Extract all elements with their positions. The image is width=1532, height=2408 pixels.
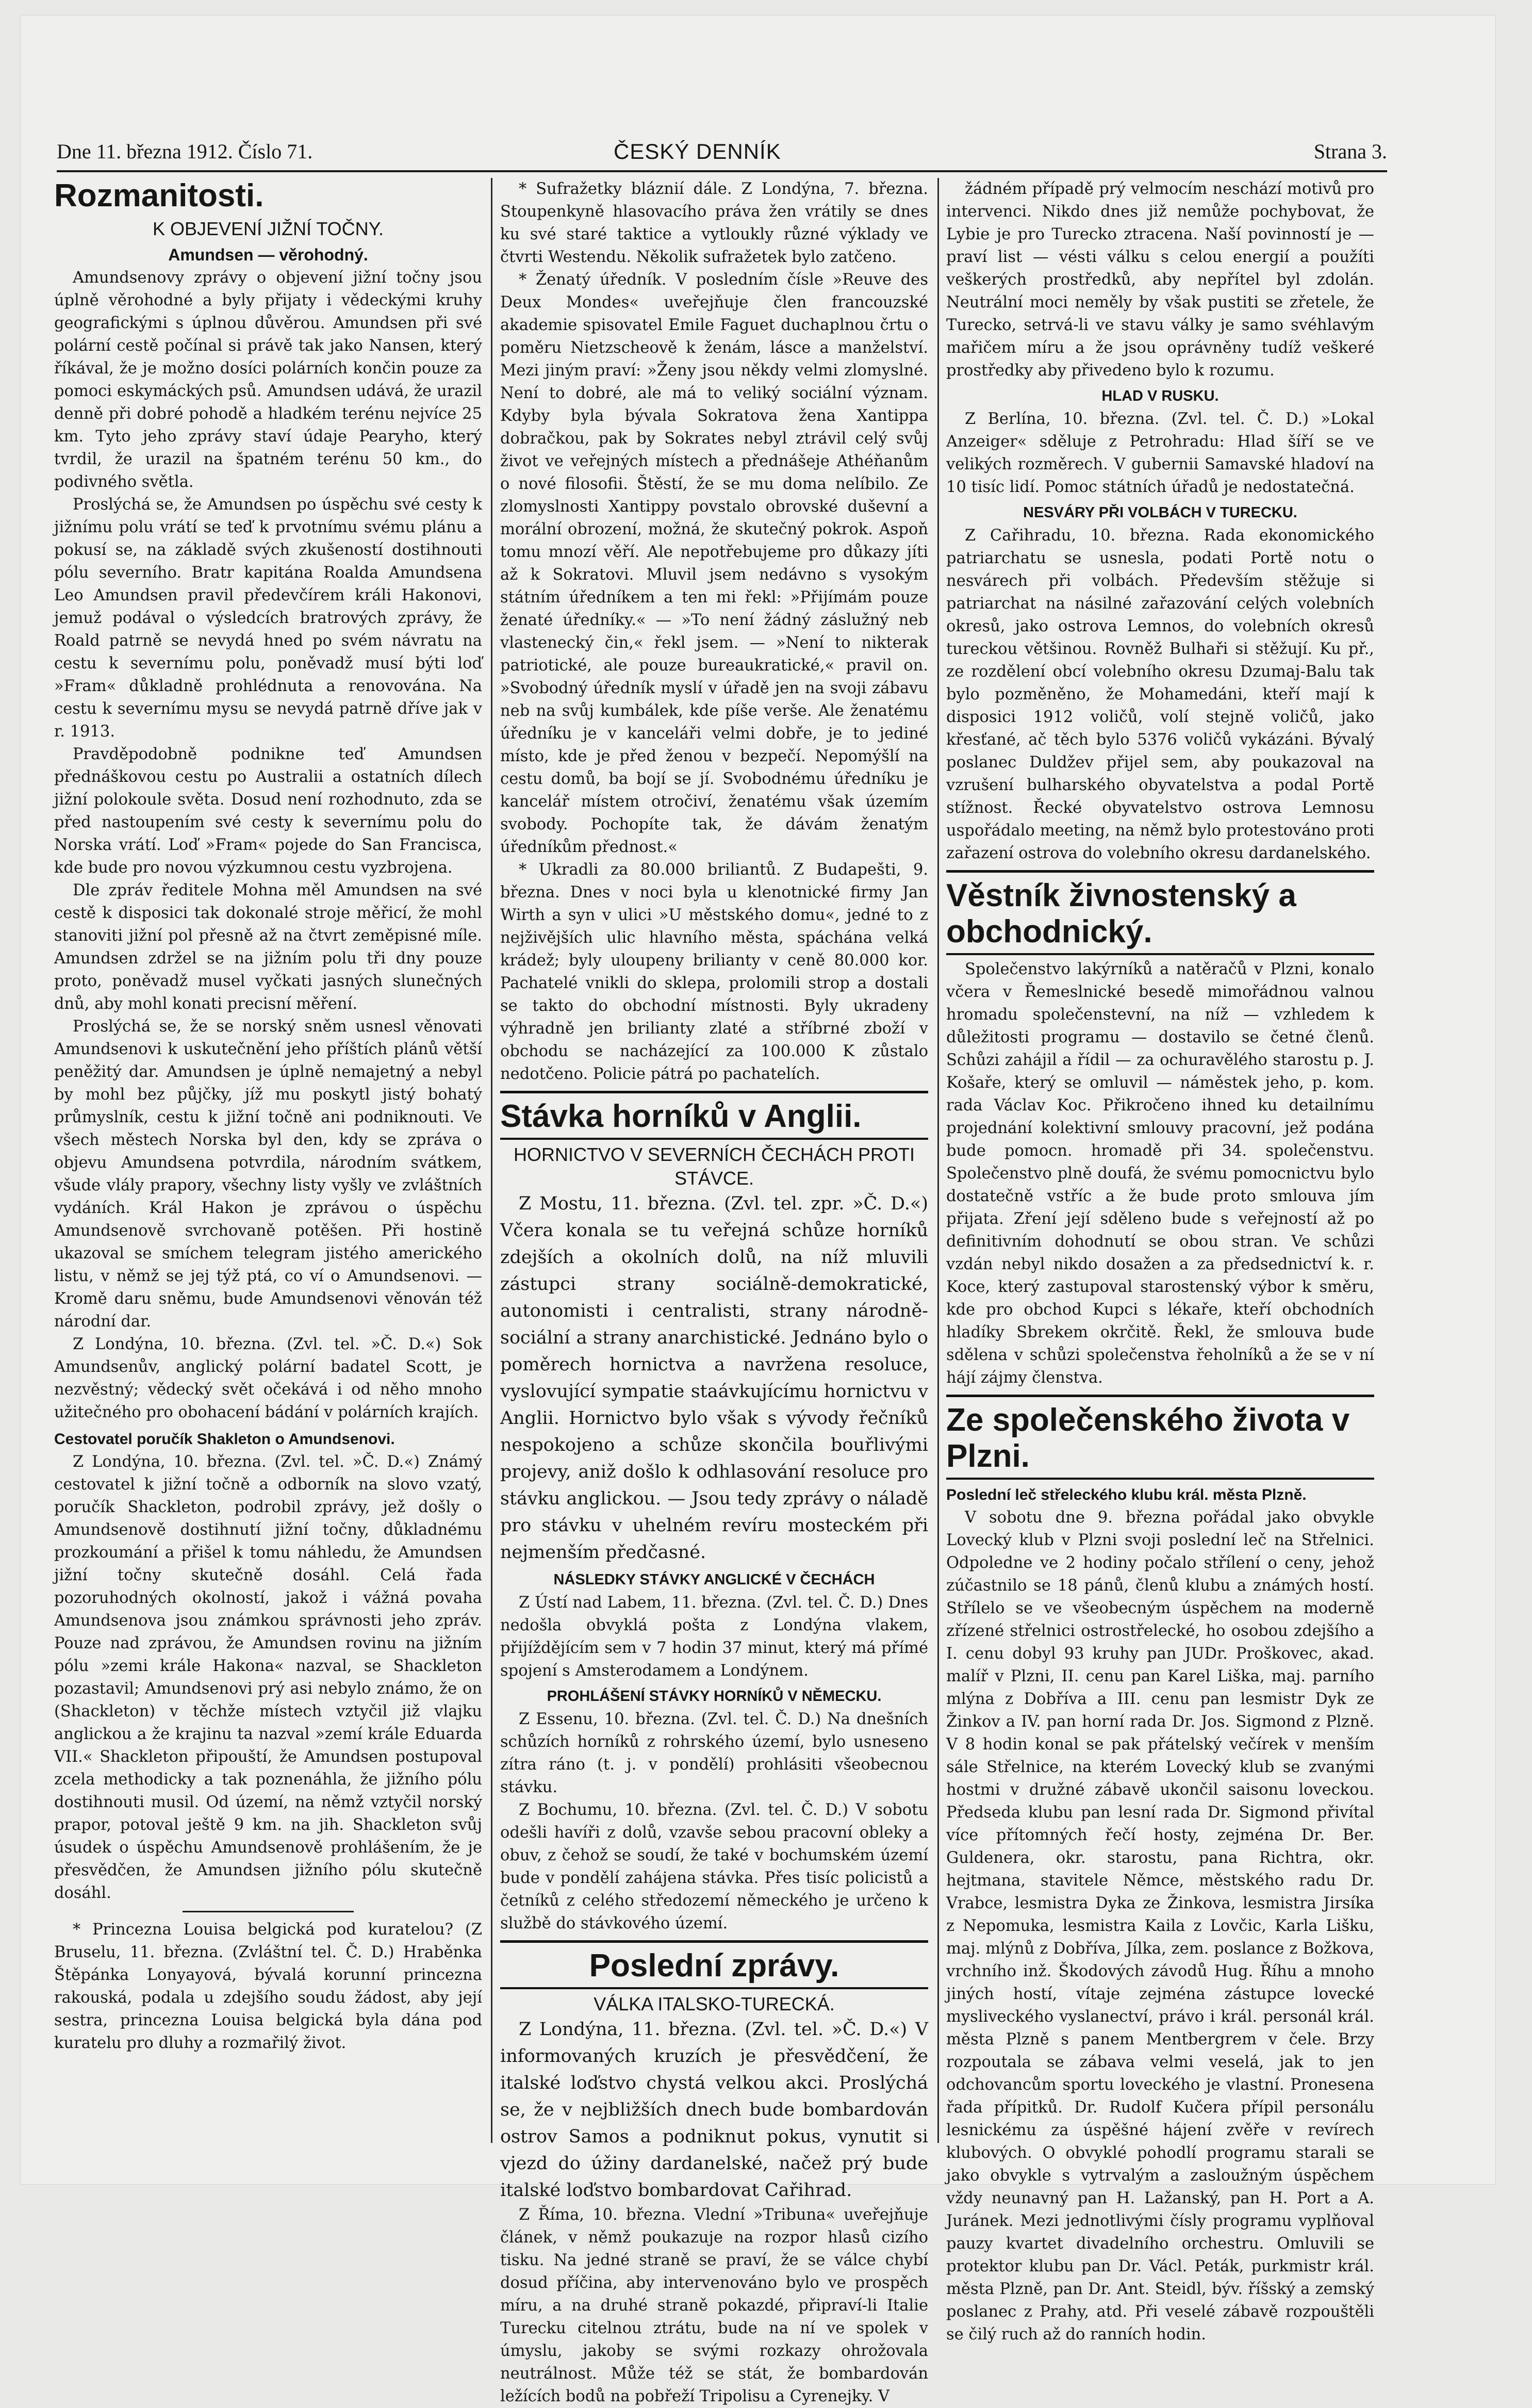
article-paragraph: Proslýchá se, že se norský sněm usnesl věnovati Amundsenovi k uskutečnění jeho příštích plánů větší peněžitý dar. Amundsen je úplně nemajetný a nebyl by mohl bez půjčky, jíž mu poskytl jistý bohatý průmyslník, cestu k jižní točně ani podniknouti. Ve všech městech Norska byl den, kdy se zpráva o objevu Amundsena potvrdila, národním svátkem, všude vlály prapory, všechny listy vyšly ve zvláštních vydáních. Král Hakon je zprávou o úspěchu Amundsenově svrchovaně potěšen. Při hostině ukazoval se smíchem telegram jistého amerického listu, v němž se jej týž ptá, co ví o Amundsenovi. — Kromě daru sněmu, bude Amundsenovi věnován též národní dar. — [54, 1018, 482, 1331]
article-paragraph: V sobotu dne 9. března pořádal jako obvykle Lovecký klub v Plzni svoji poslední leč na Střelnici. Odpoledne ve 2 hodiny počalo střílení o ceny, jehož zúčastnilo se 18 pánů, členů klubu a známých hostí. Střílelo se ve všeobecným úspěchem na moderně zřízené střelnici ostrostřelecké, ho osobou zdejšího a I. cenu dobyl 93 kruhy pan JUDr. Proškovec, akad. malíř v Plzni, II. cenu pan Karel Liška, maj. parního mlýna z Dobříva a III. cenu pan lesmistr Dyk ze Žinkov a IV. pan horní rada Dr. Jos. Sigmond z Plzně. V 8 hodin konal se pak přátelský večírek v menším sále Střelnice, na kterém Lovecký klub se zvanými hostmi v družné zábavě ukončil saisonu loveckou. Předseda klubu pan lesní rada Dr. Sigmond přivítal více přítomných řečí hosty, zejména Dr. Ber. Guldenera, okr. starostu, pana Richtra, okr. hejtmana, stavitele Němce, městského radu Dr. Vrabce, lesmistra Dyka ze Žinkova, lesmistra Jirsíka z Nepomuka, lesmistra Kaila z Lovčic, Karla Lišku, maj. mlýnů z Dobříva, Jílka, zem. poslance z Božkova, vrchního inž. Škodových závodů Hug. Říhu a mnoho jiných hostí, vítaje zejména zástupce lovecké mysliveckého vyslanectví, právo i král. personál král. města Plzně s panem Mentbergrem v čele. Brzy rozpoutala se zábava velmi veselá, jak to jen odchovancům sportu loveckého je vlastní. Pronesena řada přípitků. Dr. Rudolf Kučera přípil personálu lesnickému za úspěšné hájení zvěře v revírech klubových. O obvyklé pohodlí programu starali se jako obvykle s vytrvalým a zasloužným úspěchem vždy neunavný pan H. Lažanský, pan H. Port a A. Juránek. Mezi jednotlivými čísly programu vyplňoval pauzy kvartet divadelního orchestru. Omluvili se protektor klubu pan Dr. Václ. Peták, purkmistr král. města Plzně, pan Dr. Ant. Steidl, býv. říšský a zemský poslanec z Prahy, atd. Při veselé zábavě rozpouštěli se čilý ruch až do ranních hodin. — [946, 1509, 1374, 2344]
section-title: Poslední zprávy. — [500, 1940, 928, 1989]
article-paragraph: Z Londýna, 11. března. (Zvl. tel. »Č. D.«) V informovaných kruzích je přesvědčení, že italské loďstvo chystá velkou akci. Proslýchá se, že v nejbližších dnech bude bombardován ostrov Samos a podniknut pokus, vynutit si vjezd do úžiny dardanelské, načež prý bude italské loďstvo bombardovat Cařihrad. — [500, 2019, 928, 2201]
article-paragraph: * Princezna Louisa belgická pod kuratelou? (Z Bruselu, 11. března. (Zvláštní tel. Č. D.) Hraběnka Štěpánka Lonyayová, bývalá korunní princezna rakouská, podala u zdejšího soudu žádost, aby její sestra, princezna Louisa belgická byla dána pod kuratelu pro dluhy a rozmařilý život. — [54, 1921, 482, 2052]
article-subheadline: Amundsen — věrohodný. — [168, 245, 368, 264]
article-headline: K OBJEVENÍ JIŽNÍ TOČNY. — [152, 218, 384, 239]
article-paragraph: Z Londýna, 10. března. (Zvl. tel. »Č. D.«) Známý cestovatel k jižní točně a odborník na slovo vzatý, poručík Shackleton, podrobil zprávy, jež došly o Amundsenově dostihnutí jižní točny, důkladnému prozkoumání a přišel k tomu náhledu, že Amundsen jižní točny skutečně dosáhl. Celá řada pozoruhodných okolností, jakož i vážná povaha Amundsenova jsou známkou správnosti jeho zpráv. Pouze nad zprávou, že Amundsen rovinu na jižním pólu »zemi krále Hakona« nazval, se Shackleton pozastavil; Amundsenovi prý asi nebylo známo, že on (Shackleton) v těchže místech vztyčil již vlajku anglickou a že krajinu ta nazval »zemí krále Eduarda VII.« Shackleton připouští, že Amundsen postupoval zcela methodicky a tak poznenáhla, že jižního pólu dostihnouti musil. Od území, na němž vztyčil norský prapor, potoval ještě 9 km. na jih. Shackleton svůj úsudek o úspěchu Amundsenově prohlášením, že je přesvědčen, že Amundsen jižního pólu skutečně dosáhl. — [54, 1453, 482, 1902]
article-paragraph: Z Ústí nad Labem, 11. března. (Zvl. tel. Č. D.) Dnes nedošla obvyklá pošta z Londýna vlakem, přijíždějícím sem v 7 hodin 37 minut, který má přímé spojení s Amsterodamem a Londýnem. — [500, 1594, 928, 1680]
masthead: ČESKÝ DENNÍK — [614, 139, 781, 163]
column-2 — [500, 178, 928, 2405]
section-title: Stávka horníků v Anglii. — [500, 1091, 928, 1140]
article-paragraph: Společenstvo lakýrníků a natěračů v Plzni, konalo včera v Řemeslnické besedě mimořádnou valnou hromadu společenstevní, na níž — vzhledem k důležitosti programu — dostavilo se četné členů. Schůzi zahájil a řídil — za ochuravělého starostu p. J. Košaře, který se omluvil — náměstek jeho, p. kom. rada Václav Koc. Přikročeno ihned ku detailnímu projednání kolektivní smlouvy pracovní, jež podána bude pomocn. hromadě při 34. společenstvu. Společenstvo plně doufá, že svému pomocnictvu bylo dostatečně vstříc a že bude proto smlouva jím přijata. Zření její sděleno bude s veřejností až po definitivním dohodnutí se obou stran. Ve schůzi vzdán nebyl nikdo dosažen a za předsednictví k. r. Koce, který zastupoval starostenský výbor k směru, kde pro obchod Kupci s lékaře, kteří obchodních hladíky Sbrekem okrčitě. Řekl, že smlouva bude sdělena v schůzi společenstva řeholníků a že se v ní hájí zájmy členstva. — [946, 960, 1374, 1387]
header-rule — [57, 170, 1387, 172]
article-paragraph: Z Essenu, 10. března. (Zvl. tel. Č. D.) Na dnešních schůzích horníků z rohrského území, bylo usneseno zítra ráno (t. j. v pondělí) prohlásiti všeobecnou stávku. — [500, 1710, 928, 1796]
article-headline: NESVÁRY PŘI VOLBÁCH V TURECKU. — [1023, 504, 1297, 521]
page-number: Strana 3. — [1313, 140, 1387, 163]
section-title: Věstník živnostenský a obchodnický. — [946, 870, 1374, 955]
article-paragraph: Z Cařihradu, 10. března. Rada ekonomického patriarchatu se usnesla, podati Portě notu o nesvárech při volbách. Především stěžuje si patriarchat na násilné zařazování celých volebních okresů, jako ostrova Lemnos, do volebních okresů tureckou většinou. Rovněž Bulhaři si stěžují. Ku př., ze rozdělení obcí volebního okresu Dzumaj-Balu tak bylo pozměněno, že Mohamedáni, kteří mají k disposici 1912 voličů, volí stejně voličů, jako křesťané, ač těch bylo 5376 voličů vykázáni. Bývalý poslanec Duldžev přijel sem, aby poukazoval na vzrušení bulharského obyvatelstva a podal Portě stížnost. Řecké obyvatelstvo ostrova Lemnosu uspořádalo meeting, na němž bylo protestováno proti zařazení ostrova do volebního okresu dardanelského. — [946, 527, 1374, 862]
page-header — [57, 124, 1387, 170]
article-paragraph: Proslýchá se, že Amundsen po úspěchu své cesty k jižnímu polu vrátí se teď k prvotnímu svému plánu a pokusí se, na základě svých zkušeností dostihnouti pólu severního. Bratr kapitána Roalda Amundsena Leo Amundsen pravil předevčírem králi Hakonovi, jemuž podával o výsledcích bratrových zprávy, že Roald patrně se nevydá hned po svém návratu na cestu k severnímu polu, poněvadž musí býti loď »Fram« důkladně prohlédnuta a renovována. Na cestu k severnímu mysu se nevydá patrně dříve jak v r. 1913. — [54, 496, 482, 741]
article-headline: NÁSLEDKY STÁVKY ANGLICKÉ V ČECHÁCH — [553, 1571, 875, 1588]
article-paragraph: žádném případě prý velmocím neschází motivů pro intervenci. Nikdo dnes již nemůže pochybovat, že Lybie je pro Turecko ztracena. Naší povinností je — praví list — vésti válku s celou energií a použíti veškerých prostředků, aby nepřítel byl zdolán. Neutrální moci neměly by však pustiti se zřetele, že Turecko, setrvá-li ve stavu války je samo svéhlavým mařičem míru a že jsou oprávněny tudíž veškeré prostředky aby přivedeno bylo k rozumu. — [946, 180, 1374, 380]
section-title: Rozmanitosti. — [54, 178, 264, 214]
article-headline: Poslední leč střeleckého klubu král. města Plzně. — [946, 1486, 1307, 1503]
column-3 — [946, 178, 1374, 2344]
article-headline: Cestovatel poručík Shakleton o Amundsenovi. — [54, 1431, 395, 1448]
article-headline: HLAD V RUSKU. — [1101, 388, 1219, 404]
section-title: Ze společenského života v Plzni. — [946, 1395, 1374, 1480]
article-headline: HORNICTVO V SEVERNÍCH ČECHÁCH PROTI STÁVCE. — [513, 1144, 915, 1189]
article-headline: PROHLÁŠENÍ STÁVKY HORNÍKŮ V NĚMECKU. — [547, 1688, 882, 1705]
article-paragraph: * Ženatý úředník. V posledním čísle »Reuve des Deux Mondes« uveřejňuje člen francouzské akademie spisovatel Emile Faguet duchaplnou črtu o poměru Nietzscheově k ženám, lásce a manželství. Mezi jiným praví: »Ženy jsou někdy velmi zlomyslné. Není to dobré, ale má to veliký sociální význam. Kdyby byla bývala Sokratova žena Xantippa dobračkou, pak by Sokrates nebyl ztrávil celý svůj život ve veřejných místech a přednášeje Athéňanům o nové filosofii. Štěstí, že se mu doma nelíbilo. Ze zlomyslnosti Xantippy povstalo obrovské duševní a morální obrození, možná, že skutečný pokrok. Aspoň tomu mnozí věří. Ale nepotřebujeme pro důkazy jíti až k Sokratovi. Mluvil jsem nedávno s vysokým státním úředníkem a ten mi řekl: »Přijímám pouze ženaté úředníky.« — »To není žádný záslužný neb vlastenecký čin,« řekl jsem. — »Není to nikterak patriotické, ale pouze bureaukratické,« pravil on. »Svobodný úředník myslí v úřadě jen na svoji zábavu neb na svůj kumbálek, kde píše verše. Ale ženatému úředníku je v kanceláři velmi dobře, je to jediné místo, kde je před ženou v bezpečí. Nepomýšlí na cestu domů, ba bojí se jí. Svobodnému úředníku je kancelář místem otročiví, ženatému však územím svobody. Pochopíte tak, že dávám ženatým úředníkům přednost.« — [500, 271, 928, 856]
article-headline: VÁLKA ITALSKO-TURECKÁ. — [594, 1993, 835, 2014]
column-divider — [937, 178, 939, 2143]
article-paragraph: Z Berlína, 10. března. (Zvl. tel. Č. D.) »Lokal Anzeiger« sděluje z Petrohradu: Hlad šíří se ve velikých rozměrech. V gubernii Samavské hladoví na 10 tisíc lidí. Pomoc státních úřadů je nedostatečná. — [946, 410, 1374, 496]
article-paragraph: Z Říma, 10. března. Vlední »Tribuna« uveřejňuje článek, v němž poukazuje na rozpor hlasů cizího tisku. Na jedné straně se praví, že se válce chybí dosud příčina, aby intervenováno bylo ve prospěch míru, a na druhé straně pokazdé, připraví-li Italie Turecku citelnou ztrátu, bude na ní ve spolek v úmyslu, jakoby se svými rozkazy ohrožovala neutrálnost. Může též se stát, že bombardován ležících bodů na pobřeží Tripolisu a Cyrenejky. V — [500, 2206, 928, 2405]
article-paragraph: Z Bochumu, 10. března. (Zvl. tel. Č. D.) V sobotu odešli havíři z dolů, vzavše sebou pracovní obleky a obuv, z čehož se soudí, že také v bochumském území bude v pondělí zahájena stávka. Přes tisíc policistů a četníků z celého středozemí německého je určeno k službě do stávkového území. — [500, 1801, 928, 1932]
divider — [183, 1911, 354, 1912]
article-paragraph: * Sufražetky bláznií dále. Z Londýna, 7. března. Stoupenkyně hlasovacího práva žen vrátily se dnes ku své staré taktice a vytloukly různé výklady ve čtvrti Westendu. Několik sufražetek bylo zatčeno. — [500, 180, 928, 266]
article-paragraph: Z Londýna, 10. března. (Zvl. tel. »Č. D.«) Sok Amundsenův, anglický polární badatel Scott, je nezvěstný; vědecký svět očekává i od něho mnoho užitečného pro obohacení bádání v polárních krajích. — [54, 1335, 482, 1421]
article-paragraph: Dle zpráv ředitele Mohna měl Amundsen na své cestě k disposici tak dokonalé stroje měřicí, že mohl stanoviti jižní pol přesně až na čtvrt zeměpisné míle. Amundsen zdržel se na jižním polu tři dny pouze proto, poněvadž musel vyčkati jasných slunečných dnů, aby mohl konati precisní měření. — [54, 881, 482, 1013]
article-paragraph: * Ukradli za 80.000 briliantů. Z Budapešti, 9. března. Dnes v noci byla u klenotnické firmy Jan Wirth a syn v ulici »U městského domu«, jedné to z nejživějších ulic hlavního města, spáchána velká krádež; byly uloupeny brilianty v ceně 80.000 kor. Pachatelé vnikli do sklepa, prolomili strop a dostali se takto do obchodní místnosti. Byly ukradeny výhradně jen brilianty zlaté a stříbrné zboží v obchodu se nacházející za 100.000 K zůstalo nedotčeno. Policie pátrá po pachatelích. — [500, 861, 928, 1083]
article-paragraph: Z Mostu, 11. března. (Zvl. tel. zpr. »Č. D.«) Včera konala se tu veřejná schůze horníků zdejších a okolních dolů, na níž mluvili zástupci strany sociálně-demokratické, autonomisti i centralisti, strany národně-sociální a strany anarchistické. Jednáno bylo o poměrech hornictva a navržena resoluce, vyslovující sympatie staávkujícímu hornictvu v Anglii. Hornictvo bylo však s vývody řečníků nespokojeno a schůze skončila bouřlivými projevy, aniž došlo k odhlasování resoluce pro stávku anglickou. — Jsou tedy zprávy o náladě pro stávku v uhelném revíru mosteckém při nejmenším předčasné. — [500, 1193, 928, 1563]
article-paragraph: Amundsenovy zprávy o objevení jižní točny jsou úplně věrohodné a byly přijaty i vědeckými kruhy geografickými s úplnou důvěrou. Amundsen při své polární cestě počínal si právě tak jako Nansen, který říkával, že je možno dosíci polárních končin pouze za pomoci eskymáckých psů. Amundsen udává, že urazil denně při dobré pohodě a hladkém terénu nejvíce 25 km. Tyto jeho zprávy staví údaje Pearyho, který tvrdil, že urazil na špatném terénu 50 km., do podivného světla. — [54, 269, 482, 491]
issue-date: Dne 11. března 1912. Číslo 71. — [57, 140, 313, 163]
column-1 — [54, 178, 482, 2148]
column-divider — [491, 178, 492, 2143]
issue-number: Číslo 71. — [238, 140, 313, 163]
article-paragraph: Pravděpodobně podnikne teď Amundsen přednáškovou cestu po Australii a ostatních dílech jižní polokoule světa. Dosud není rozhodnuto, zda se před nastoupením své cesty k severnímu polu do Norska vrátí. Loď »Fram« pojede do San Francisca, kde bude pro novou výzkumnou cestu vyzbrojena. — [54, 745, 482, 877]
